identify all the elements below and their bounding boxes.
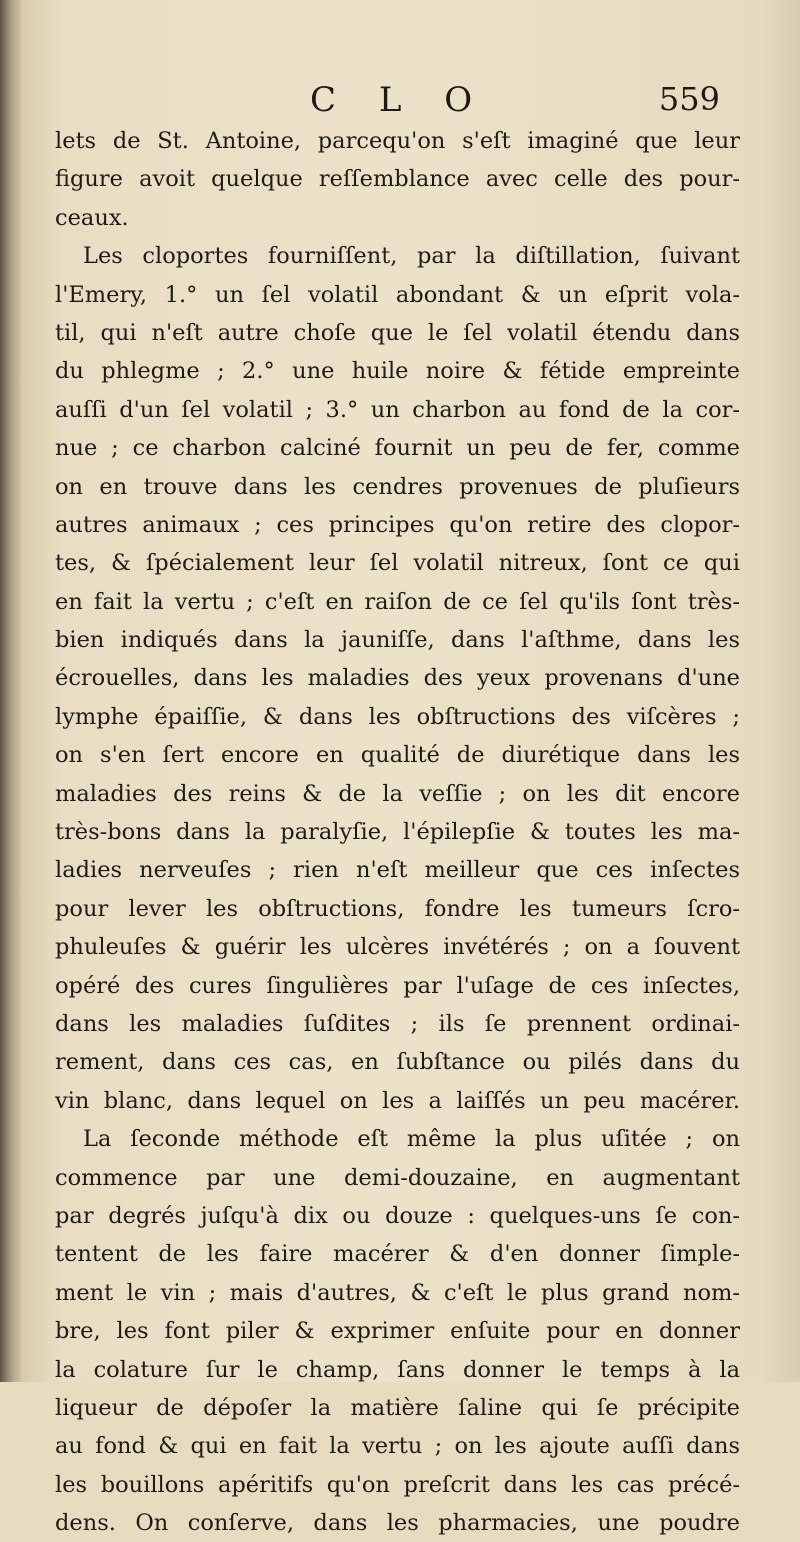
text-line: maladies des reins & de la veſſie ; on les dit encore (55, 780, 740, 807)
text-line: ment le vin ; mais d'autres, & c'eſt le plus grand nom- (55, 1279, 740, 1306)
text-line: bre, les font piler & exprimer enſuite pour en donner (55, 1318, 740, 1345)
text-line: autres animaux ; ces principes qu'on retire des clopor- (55, 511, 740, 538)
text-line: La ſeconde méthode eſt même la plus uſitée ; on (83, 1126, 740, 1153)
text-line: tentent de les faire macérer & d'en donner ſimple- (55, 1241, 740, 1268)
text-line: bien indiqués dans la jauniſſe, dans l'aſthme, dans les (55, 627, 740, 654)
text-line: til, qui n'eſt autre choſe que le ſel volatil étendu dans (55, 319, 740, 346)
text-line: opéré des cures ſingulières par l'uſage de ces inſectes, (55, 972, 740, 999)
text-line: lets de St. Antoine, parcequ'on s'eſt imaginé que leur (55, 128, 740, 154)
text-line: tes, & ſpécialement leur ſel volatil nitreux, ſont ce qui (55, 550, 740, 577)
text-line: on s'en ſert encore en qualité de diurétique dans les (55, 742, 740, 769)
text-line: phuleuſes & guérir les ulcères invétérés ; on a ſouvent (55, 934, 740, 961)
text-line: lymphe épaiſſie, & dans les obſtructions des viſcères ; (55, 703, 740, 730)
text-line: commence par une demi-douzaine, en augmentant (55, 1164, 740, 1191)
body-text (55, 122, 740, 1542)
text-line: par degrés juſqu'à dix ou douze : quelques-uns ſe con- (55, 1202, 740, 1229)
book-gutter (0, 0, 22, 1382)
text-line: auſſi d'un ſel volatil ; 3.° un charbon au fond de la cor- (55, 396, 740, 423)
text-line: pour lever les obſtructions, fondre les tumeurs ſcro- (55, 895, 740, 922)
text-line: dens. On conſerve, dans les pharmacies, une poudre (55, 1510, 740, 1537)
text-line: rement, dans ces cas, en ſubſtance ou pilés dans du (55, 1049, 740, 1076)
text-line: nue ; ce charbon calciné fournit un peu de fer, comme (55, 435, 740, 462)
text-line: très-bons dans la paralyſie, l'épilepſie & toutes les ma- (55, 819, 740, 846)
text-line: du phlegme ; 2.° une huile noire & fétide empreinte (55, 358, 740, 385)
text-line: Les cloportes fourniſſent, par la diſtillation, ſuivant (83, 243, 740, 270)
text-line: la colature ſur le champ, ſans donner le temps à la (55, 1356, 740, 1383)
running-head: C L O (310, 80, 489, 120)
text-line: l'Emery, 1.° un ſel volatil abondant & un eſprit vola- (55, 281, 740, 308)
text-line: liqueur de dépoſer la matière ſaline qui ſe précipite (55, 1394, 740, 1421)
text-line: ladies nerveuſes ; rien n'eſt meilleur que ces inſectes (55, 857, 740, 884)
text-line: au fond & qui en fait la vertu ; on les ajoute auſſi dans (55, 1433, 740, 1460)
text-line: dans les maladies ſuſdites ; ils ſe prennent ordinai- (55, 1010, 740, 1037)
text-line: vin blanc, dans lequel on les a laiſſés un peu macérer. (55, 1087, 740, 1114)
text-line: en fait la vertu ; c'eſt en raiſon de ce ſel qu'ils ſont très- (55, 588, 740, 615)
page-number: 559 (658, 80, 720, 118)
text-line: écrouelles, dans les maladies des yeux provenans d'une (55, 665, 740, 692)
text-line: on en trouve dans les cendres provenues de pluſieurs (55, 473, 740, 500)
text-line: les bouillons apéritifs qu'on preſcrit dans les cas précé- (55, 1471, 740, 1498)
text-line: figure avoit quelque reſſemblance avec celle des pour- (55, 166, 740, 193)
text-line: ceaux. (55, 204, 129, 231)
